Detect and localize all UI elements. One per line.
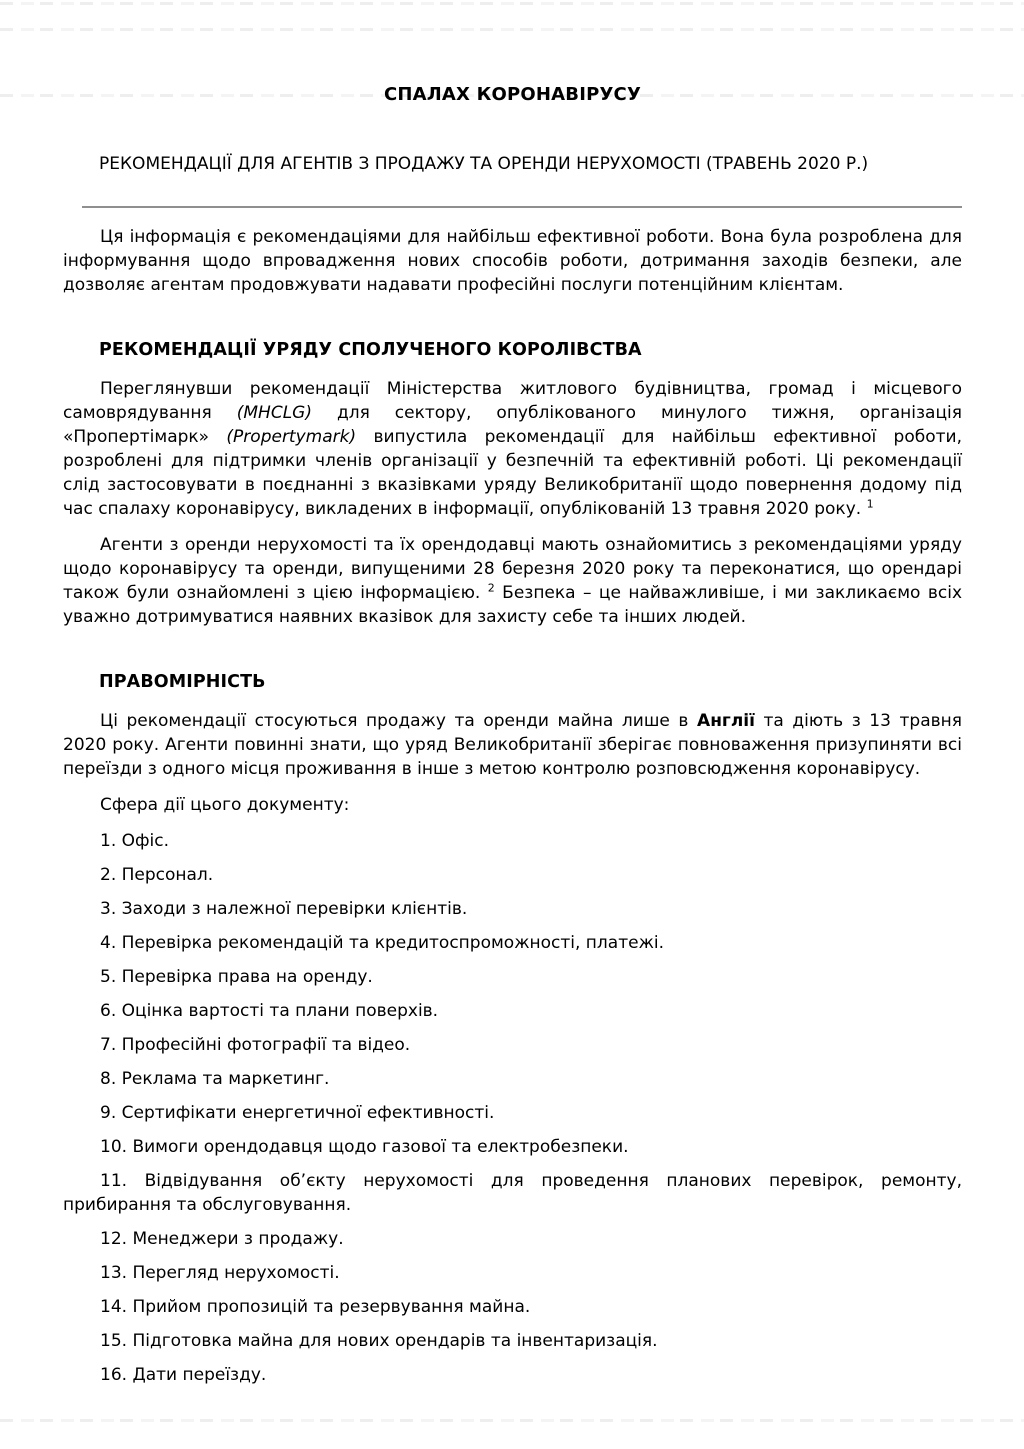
- legality-paragraph: Ці рекомендації стосуються продажу та оренди майна лише в Англії та діють з 13 травня 2020 року. Агенти повинні знати, що уряд Великобританії зберігає повноваження призупиняти всі переїзди з одного місця проживання в інше з метою контролю розповсюдження коронавірусу.: [63, 711, 962, 779]
- document-title: СПАЛАХ КОРОНАВІРУСУ: [383, 84, 642, 105]
- list-item: 16. Дати переїзду.: [100, 1365, 267, 1385]
- ukgov-paragraph-2: Агенти з оренди нерухомості та їх орендодавці мають ознайомитись з рекомендаціями уряду щодо коронавірусу та оренди, випущеними 28 березня 2020 року та переконатися, що орендарі також були ознайомлені з цією інформацією. $^2$ Безпека – це найважливіше, і ми закликаємо всіх уважно дотримуватися наявних вказівок для захисту себе та інших людей.: [63, 535, 962, 627]
- section-heading-uk-gov: РЕКОМЕНДАЦІЇ УРЯДУ СПОЛУЧЕНОГО КОРОЛІВСТВА: [99, 340, 642, 360]
- scope-intro: Сфера дії цього документу:: [100, 795, 350, 815]
- divider-rule: [82, 206, 962, 208]
- list-item: 11. Відвідування об’єкту нерухомості для проведення планових перевірок, ремонту, прибирання та обслуговування.: [63, 1171, 962, 1215]
- scope-list: [63, 829, 962, 1387]
- ukgov-paragraph-1: Переглянувши рекомендації Міністерства житлового будівництва, громад і місцевого самоврядування (MHCLG) для сектору, опублікованого минулого тижня, організація «Пропертімарк» (Propertymark) випустила рекомендації для найбільш ефективної роботи, розроблені для підтримки членів організації у безпечній та ефективній роботі. Ці рекомендації слід застосовувати в поєднанні з вказівками уряду Великобританії щодо повернення додому під час спалаху коронавірусу, викладених в інформації, опублікованій 13 травня 2020 року. $^1$: [63, 379, 962, 519]
- list-item: 12. Менеджери з продажу.: [100, 1229, 344, 1249]
- list-item: 15. Підготовка майна для нових орендарів та інвентаризація.: [100, 1331, 658, 1351]
- list-item: 9. Сертифікати енергетичної ефективності.: [100, 1103, 495, 1123]
- list-item: 6. Оцінка вартості та плани поверхів.: [100, 1001, 439, 1021]
- list-item: 8. Реклама та маркетинг.: [100, 1069, 330, 1089]
- list-item: 4. Перевірка рекомендацій та кредитоспроможності, платежі.: [100, 933, 665, 953]
- list-item: 5. Перевірка права на оренду.: [100, 967, 373, 987]
- list-item: 1. Офіс.: [100, 831, 170, 851]
- list-item: 10. Вимоги орендодавця щодо газової та електробезпеки.: [100, 1137, 629, 1157]
- list-item: 2. Персонал.: [100, 865, 214, 885]
- list-item: 14. Прийом пропозицій та резервування майна.: [100, 1297, 531, 1317]
- intro-paragraph: Ця інформація є рекомендаціями для найбільш ефективної роботи. Вона була розроблена для інформування щодо впровадження нових способів роботи, дотримання заходів безпеки, але дозволяє агентам продовжувати надавати професійні послуги потенційним клієнтам.: [63, 227, 962, 295]
- list-item: 3. Заходи з належної перевірки клієнтів.: [100, 899, 468, 919]
- document-subtitle: РЕКОМЕНДАЦІЇ ДЛЯ АГЕНТІВ З ПРОДАЖУ ТА ОРЕНДИ НЕРУХОМОСТІ (ТРАВЕНЬ 2020 Р.): [99, 154, 869, 174]
- section-heading-legality: ПРАВОМІРНІСТЬ: [99, 672, 266, 692]
- list-item: 7. Професійні фотографії та відео.: [100, 1035, 411, 1055]
- list-item: 13. Перегляд нерухомості.: [100, 1263, 340, 1283]
